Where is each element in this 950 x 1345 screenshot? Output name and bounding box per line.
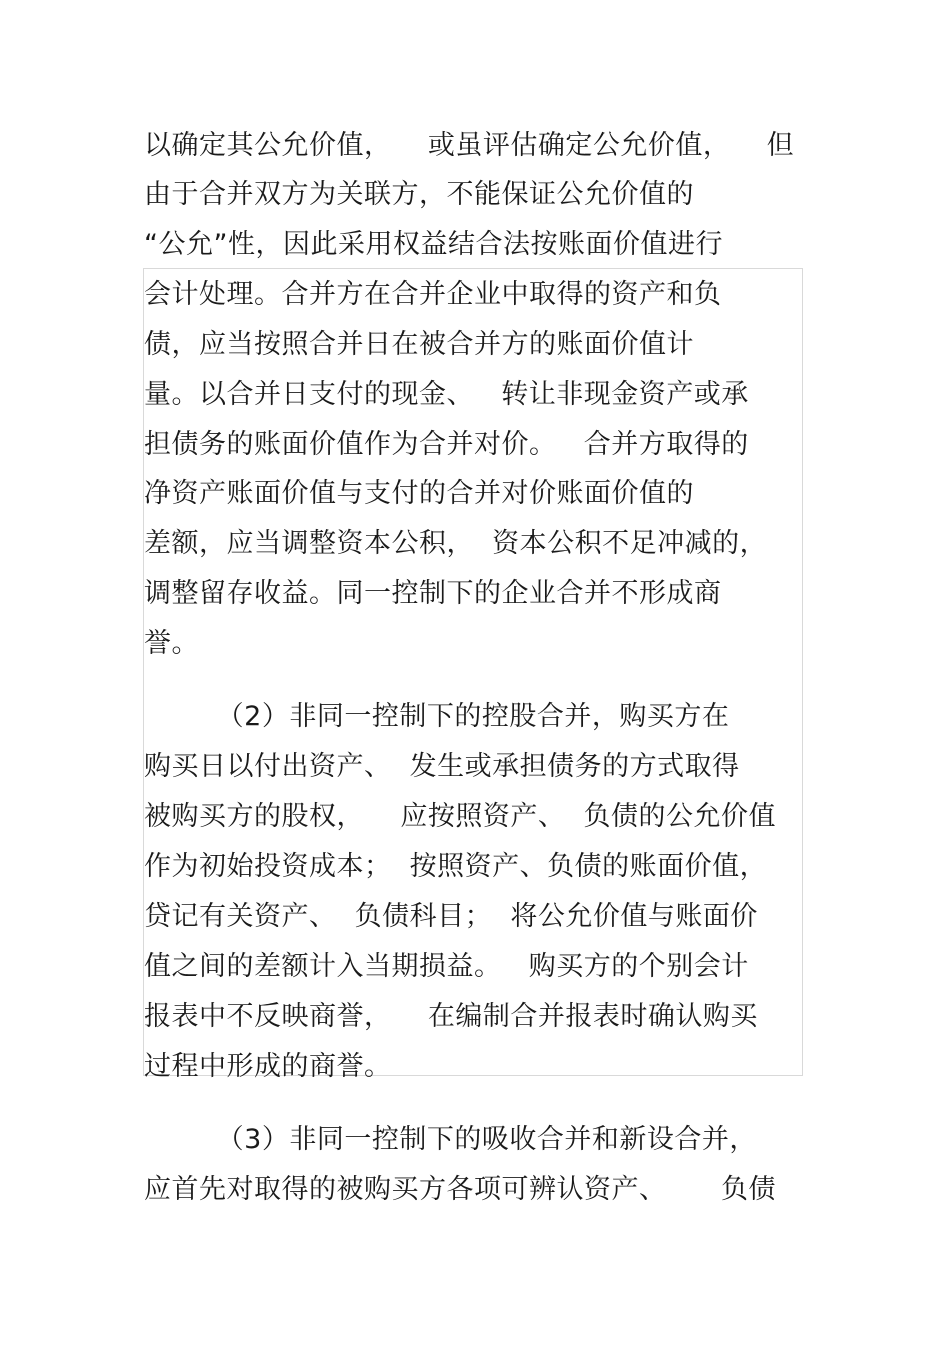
text-line: 担债务的账面价值作为合并对价。 合并方取得的: [144, 429, 749, 460]
text-line: 作为初始投资成本； 按照资产、负债的账面价值，: [144, 851, 768, 882]
text-line: 差额，应当调整资本公积， 资本公积不足冲减的，: [144, 528, 768, 559]
text-line: 被购买方的股权， 应按照资产、 负债的公允价值: [144, 801, 776, 832]
text-line: 债，应当按照合并日在被合并方的账面价值计: [144, 329, 694, 360]
text-line: （2）非同一控制下的控股合并，购买方在: [144, 701, 730, 732]
text-line: 由于合并双方为关联方，不能保证公允价值的: [144, 179, 694, 210]
text-line: 报表中不反映商誉， 在编制合并报表时确认购买: [144, 1001, 758, 1032]
text-line: 净资产账面价值与支付的合并对价账面价值的: [144, 478, 694, 509]
text-line: 调整留存收益。同一控制下的企业合并不形成商: [144, 578, 722, 609]
text-line: 以确定其公允价值， 或虽评估确定公允价值， 但: [144, 130, 795, 161]
text-line: 誉。: [144, 628, 199, 659]
text-line: 贷记有关资产、 负债科目； 将公允价值与账面价: [144, 901, 758, 932]
text-line: 会计处理。合并方在合并企业中取得的资产和负: [144, 279, 722, 310]
text-line: 值之间的差额计入当期损益。 购买方的个别会计: [144, 951, 749, 982]
text-line: 购买日以付出资产、 发生或承担债务的方式取得: [144, 751, 740, 782]
text-line: 应首先对取得的被购买方各项可辨认资产、 负债: [144, 1174, 776, 1205]
text-line: 过程中形成的商誉。: [144, 1051, 392, 1082]
text-line: “公允”性，因此采用权益结合法按账面价值进行: [144, 229, 723, 260]
text-line: 量。以合并日支付的现金、 转让非现金资产或承: [144, 379, 749, 410]
text-line: （3）非同一控制下的吸收合并和新设合并，: [144, 1124, 757, 1155]
